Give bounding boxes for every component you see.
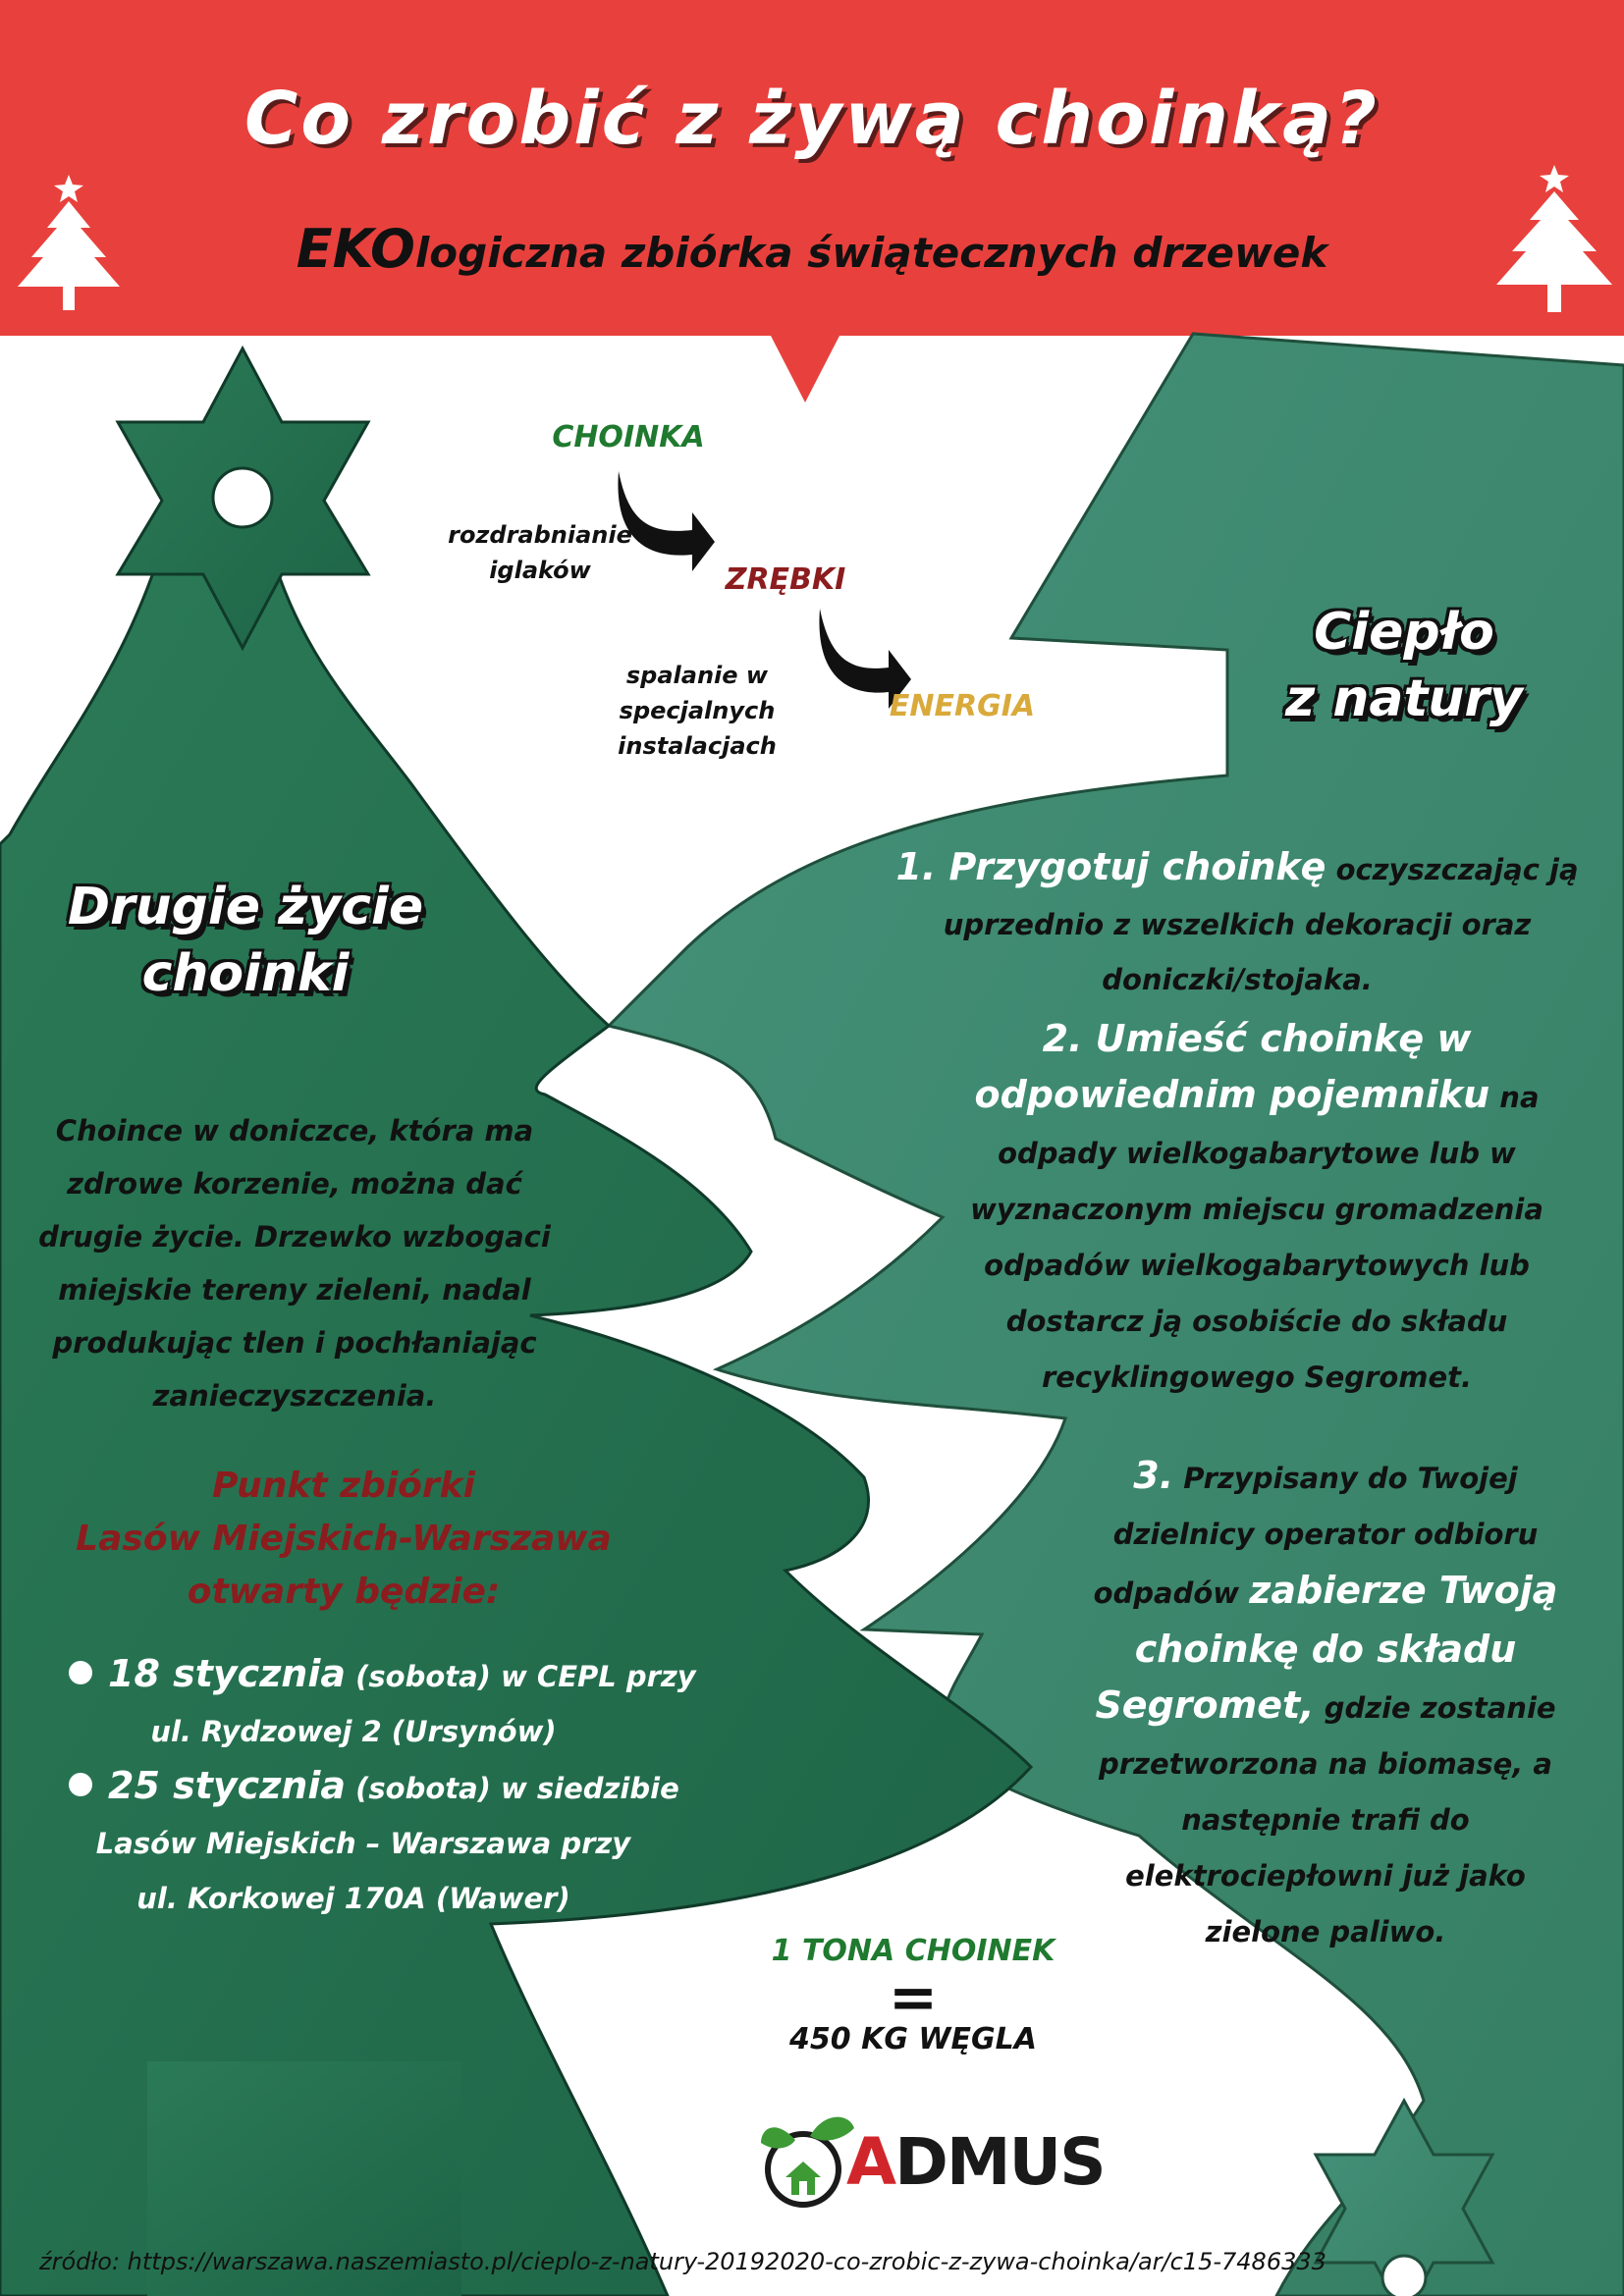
page-title: Co zrobić z żywą choinką? bbox=[244, 77, 1380, 161]
right-heading: Ciepło z natury bbox=[1285, 603, 1523, 728]
page-subtitle bbox=[0, 218, 1624, 280]
step-3: 3. Przypisany do Twojej dzielnicy operator odbioru odpadów zabierze Twoją choinkę do składu Segromet, gdzie zostanie przetworzona na biomasę, a następnie trafi do elektrociepłowni już jako zielone paliwo. bbox=[1093, 1454, 1558, 1949]
bullet-icon bbox=[69, 1661, 92, 1684]
source-link[interactable]: źródło: https://warszawa.naszemiasto.pl/cieplo-z-natury-20192020-co-zrobic-z-zywa-choinka/ar/c15-7486333 bbox=[39, 2248, 1326, 2275]
header-pointer bbox=[771, 336, 839, 402]
subtitle-eko: EKO bbox=[296, 218, 415, 280]
date-2-line-1: 25 stycznia (sobota) w siedzibie bbox=[108, 1764, 679, 1807]
equation-top: 1 TONA CHOINEK bbox=[771, 1934, 1056, 1968]
equation-equals: = bbox=[888, 1963, 939, 2032]
step-2: 2. Umieść choinkę w odpowiednim pojemniku na odpady wielkogabarytowe lub w wyznaczonym miejscu gromadzenia odpadów wielkogabarytowych lub dostarcz ją osobiście do składu recyklingowego Segromet. bbox=[970, 1017, 1543, 1394]
date-1-line-2: ul. Rydzowej 2 (Ursynów) bbox=[150, 1715, 557, 1748]
left-body-text: Choince w doniczce, która ma zdrowe korzenie, można dać drugie życie. Drzewko wzbogaci miejskie tereny zieleni, nadal produkując tlen i pochłaniając zanieczyszczenia. bbox=[38, 1114, 551, 1413]
process-step-zrebki: ZRĘBKI bbox=[725, 562, 846, 597]
process-step-energia: ENERGIA bbox=[889, 689, 1036, 723]
date-1-line-1: 18 stycznia (sobota) w CEPL przy bbox=[108, 1652, 696, 1695]
equation-bottom: 450 KG WĘGLA bbox=[789, 2022, 1037, 2056]
admus-logo bbox=[756, 2109, 1105, 2216]
header-banner bbox=[0, 0, 1624, 336]
process-step-choinka: CHOINKA bbox=[552, 420, 705, 454]
bullet-icon bbox=[69, 1773, 92, 1796]
collection-title: Punkt zbiórki Lasów Miejskich-Warszawa otwarty będzie: bbox=[76, 1466, 612, 1612]
logo-text: ADMUS bbox=[846, 2124, 1105, 2200]
date-2-line-2: Lasów Miejskich – Warszawa przy bbox=[95, 1827, 631, 1860]
process-note-1: rozdrabnianie iglaków bbox=[448, 521, 632, 584]
subtitle-rest: logiczna zbiórka świątecznych drzewek bbox=[414, 229, 1328, 277]
left-heading: Drugie życie choinki bbox=[67, 878, 424, 1003]
step-1: 1. Przygotuj choinkę oczyszczając ją uprzednio z wszelkich dekoracji oraz doniczki/stojaka. bbox=[895, 845, 1579, 996]
date-2-line-3: ul. Korkowej 170A (Wawer) bbox=[136, 1882, 570, 1915]
process-note-2: spalanie w specjalnych instalacjach bbox=[618, 662, 777, 760]
